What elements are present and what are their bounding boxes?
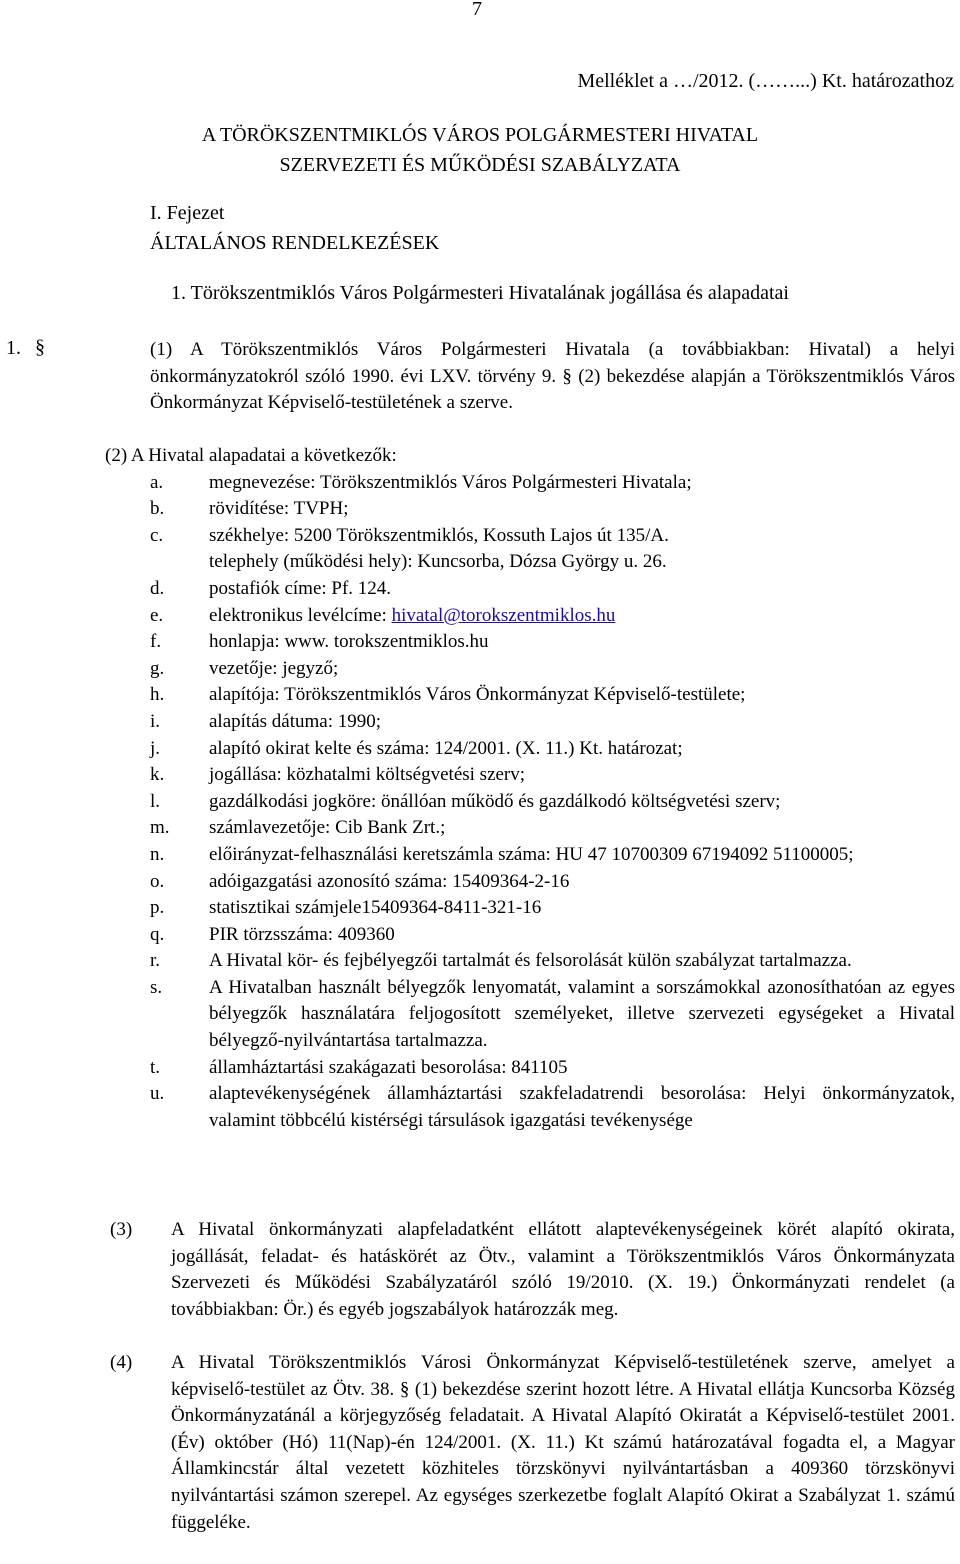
list-item — [150, 815, 955, 842]
list-item-text: megnevezése: Törökszentmiklós Város Polgármesteri Hivatala; — [209, 471, 692, 493]
list-item-text: telephely (működési hely): Kuncsorba, Dózsa György u. 26. — [209, 551, 667, 573]
email-link[interactable]: hivatal@torokszentmiklos.hu — [391, 604, 616, 626]
list-item-text: alapító okirat kelte és száma: 124/2001. (X. 11.) Kt. határozat; — [209, 737, 683, 759]
list-item — [150, 523, 955, 550]
list-item-text: A Hivatalban használt bélyegzők lenyomatát, valamint a sorszámokkal azonosíthatóan az egyes bélyegzők használatára feljogosított személyeket, illetve szervezeti egységeket a Hivatal bélyegző-nyilvántartása tartalmazza. — [209, 976, 955, 1052]
article-number: 1. — [6, 337, 21, 359]
list-item — [150, 762, 955, 789]
title-line-1: A TÖRÖKSZENTMIKLÓS VÁROS POLGÁRMESTERI HIVATAL — [201, 124, 759, 146]
list-item-text: PIR törzsszáma: 409360 — [209, 923, 395, 945]
chapter-number: I. Fejezet — [150, 202, 225, 224]
list-item-label: t. — [150, 1056, 161, 1078]
list-item-label: h. — [150, 684, 165, 706]
paragraph-4 — [110, 1350, 955, 1536]
list-item-text: jogállása: közhatalmi költségvetési szerv; — [209, 764, 526, 786]
base-data-items — [150, 470, 955, 1135]
paragraph-4-text: A Hivatal Törökszentmiklós Városi Önkormányzat Képviselő-testületének szerve, amelyet a képviselő-testület az Ötv. 38. § (1) bekezdése szerint hozott létre. A Hivatal ellátja Kuncsorba Község Önkormányzatánál a körjegyzőség feladatait. A Hivatal Alapító Okiratát a Képviselő-testület 2001. (Év) október (Hó) 11(Nap)-én 124/2001. (X. 11.) Kt számú határozatával fogadta el, a Magyar Államkincstár által vezetett közhiteles törzskönyvi nyilvántartásban a 409360 törzskönyvi nyilvántartási számon szerepel. Az egységes szerkezetbe foglalt Alapító Okirat a Szabályzat 1. számú függeléke. — [171, 1352, 955, 1533]
list-item-label: o. — [150, 870, 165, 892]
list-item-label: n. — [150, 843, 165, 865]
list-item-text: postafiók címe: Pf. 124. — [209, 577, 392, 599]
list-item — [150, 1055, 955, 1082]
list-item — [150, 736, 955, 763]
document-title — [0, 120, 960, 180]
list-item-text: adóigazgatási azonosító száma: 15409364-2-16 — [209, 870, 570, 892]
list-item-text: vezetője: jegyző; — [209, 657, 339, 679]
list-item-text: honlapja: www. torokszentmiklos.hu — [209, 631, 489, 653]
list-item — [150, 842, 955, 869]
list-item-label: k. — [150, 764, 165, 786]
list-item-label — [150, 549, 209, 576]
list-item-text: előirányzat-felhasználási keretszámla száma: HU 47 10700309 67194092 51100005; — [209, 843, 854, 865]
list-item-text: rövidítése: TVPH; — [209, 498, 349, 520]
list-item — [150, 603, 955, 630]
list-item-label: u. — [150, 1083, 165, 1105]
list-item-label: f. — [150, 631, 162, 653]
list-item — [150, 470, 955, 497]
section-heading: 1. Törökszentmiklós Város Polgármesteri Hivatalának jogállása és alapadatai — [171, 282, 789, 304]
list-item-text: államháztartási szakágazati besorolása: 841105 — [209, 1056, 568, 1078]
list-item-label: r. — [150, 950, 161, 972]
list-item — [150, 789, 955, 816]
paragraph-4-label: (4) — [110, 1352, 133, 1373]
annex-reference: Melléklet a …/2012. (……...) Kt. határozathoz — [577, 70, 954, 92]
paragraph-2-intro: (2) A Hivatal alapadatai a következők: — [105, 445, 397, 466]
list-item — [150, 948, 955, 975]
paragraph-3-label: (3) — [110, 1219, 133, 1240]
list-item-text: alapítás dátuma: 1990; — [209, 710, 382, 732]
list-item-text: gazdálkodási jogköre: önállóan működő és gazdálkodó költségvetési szerv; — [209, 790, 781, 812]
list-item — [150, 549, 955, 576]
article-sign: § — [35, 336, 45, 358]
list-item — [150, 629, 955, 656]
list-item-label: e. — [150, 604, 164, 626]
list-item-text — [209, 603, 955, 630]
list-item-label: p. — [150, 897, 165, 919]
list-item-label: i. — [150, 710, 161, 732]
list-item-text: statisztikai számjele15409364-8411-321-16 — [209, 897, 542, 919]
list-item-label: j. — [150, 737, 161, 759]
list-item-text: alaptevékenységének államháztartási szakfeladatrendi besorolása: Helyi önkormányzatok, valamint többcélú kistérségi társulások igazgatási tevékenysége — [209, 1083, 955, 1131]
list-item-label: m. — [150, 817, 170, 839]
list-item — [150, 496, 955, 523]
list-item — [150, 975, 955, 1055]
list-item — [150, 682, 955, 709]
list-item-label: b. — [150, 498, 165, 520]
list-item-label: g. — [150, 657, 165, 679]
list-item — [150, 709, 955, 736]
list-item-text: alapítója: Törökszentmiklós Város Önkormányzat Képviselő-testülete; — [209, 684, 746, 706]
list-item — [150, 922, 955, 949]
paragraph-1: (1) A Törökszentmiklós Város Polgármesteri Hivatala (a továbbiakban: Hivatal) a helyi önkormányzatokról szóló 1990. évi LXV. törvény 9. § (2) bekezdése alapján a Törökszentmiklós Város Önkormányzat Képviselő-testületének a szerve. — [150, 339, 955, 414]
list-item-label: l. — [150, 790, 161, 812]
list-item — [150, 1081, 955, 1134]
list-item — [150, 895, 955, 922]
list-item-text-prefix: elektronikus levélcíme: — [209, 604, 392, 626]
title-line-2: SZERVEZETI ÉS MŰKÖDÉSI SZABÁLYZATA — [279, 154, 681, 176]
chapter-title: ÁLTALÁNOS RENDELKEZÉSEK — [150, 232, 440, 254]
paragraph-3 — [110, 1217, 955, 1323]
list-item-text: A Hivatal kör- és fejbélyegzői tartalmát és felsorolását külön szabályzat tartalmazza. — [209, 950, 852, 972]
chapter-heading — [0, 198, 960, 258]
list-item — [150, 869, 955, 896]
page-number: 7 — [472, 0, 482, 20]
list-item — [150, 656, 955, 683]
list-item-label: a. — [150, 471, 164, 493]
list-item-label: q. — [150, 923, 165, 945]
list-item — [150, 576, 955, 603]
base-data-list — [105, 443, 955, 1134]
list-item-label: d. — [150, 577, 165, 599]
list-item-text: székhelye: 5200 Törökszentmiklós, Kossuth Lajos út 135/A. — [209, 524, 669, 546]
list-item-label: s. — [150, 976, 163, 998]
list-item-text: számlavezetője: Cib Bank Zrt.; — [209, 817, 446, 839]
paragraph-3-text: A Hivatal önkormányzati alapfeladatként ellátott alaptevékenységeinek körét alapító okirata, jogállását, feladat- és hatáskörét az Ötv., valamint a Törökszentmiklós Város Önkormányzata Szervezeti és Működési Szabályzatáról szóló 19/2010. (X. 19.) Önkormányzati rendelet (a továbbiakban: Ör.) és egyéb jogszabályok határozzák meg. — [171, 1219, 955, 1320]
list-item-label: c. — [150, 524, 164, 546]
